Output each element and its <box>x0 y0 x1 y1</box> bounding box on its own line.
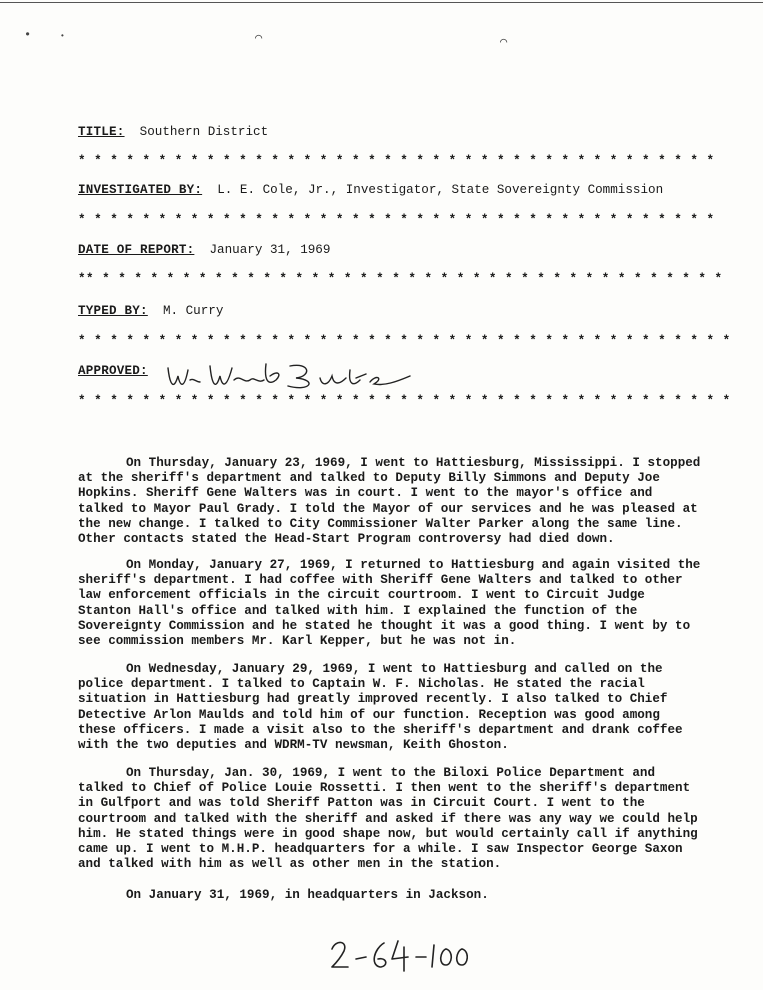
scan-speck: • <box>60 32 65 41</box>
scan-mark: ⌒ <box>500 35 508 49</box>
page-top-edge <box>0 2 763 3</box>
report-paragraph-1: On Thursday, January 23, 1969, I went to Hattiesburg, Mississippi. I stopped at the sheriff's department and talked to Deputy Billy Simmons and Deputy Joe Hopkins. Sheriff Gene Walters was in court. I went to the mayor's office and talked to Mayor Paul Grady. I told the Mayor of our services and he was pleased at the new change. I talked to City Commissioner Walter Parker along the same line. Other contacts stated the Head-Start Program controversy had died down. <box>78 456 701 547</box>
date-of-report-value: January 31, 1969 <box>209 243 331 257</box>
approval-signature <box>160 356 420 396</box>
title-value: Southern District <box>139 125 269 139</box>
separator: * * * * * * * * * * * * * * * * * * * * * * * * * * * * * * * * * * * * * * * * * <box>78 334 731 348</box>
title-label: TITLE: <box>78 125 125 139</box>
separator: ** * * * * * * * * * * * * * * * * * * * * * * * * * * * * * * * * * * * * * * * <box>78 272 723 286</box>
report-paragraph-2: On Monday, January 27, 1969, I returned to Hattiesburg and again visited the sheriff's department. I had coffee with Sheriff Gene Walters and talked to other law enforcement officials in the circuit courtroom. I went to Circuit Judge Stanton Hall's office and talked with him. I explained the function of the Sovereignty Commission and he stated he thought it was a good thing. I went by to see commission members Mr. Karl Kepper, but he was not in. <box>78 558 701 649</box>
typed-by-label: TYPED BY: <box>78 304 148 318</box>
separator: * * * * * * * * * * * * * * * * * * * * * * * * * * * * * * * * * * * * * * * * <box>78 213 715 227</box>
approved-field <box>78 364 148 378</box>
separator: * * * * * * * * * * * * * * * * * * * * * * * * * * * * * * * * * * * * * * * * * <box>78 394 731 408</box>
typed-by-field <box>78 304 223 318</box>
handwritten-file-number <box>328 935 468 975</box>
investigated-by-value: L. E. Cole, Jr., Investigator, State Sovereignty Commission <box>217 183 664 197</box>
scan-mark: ⌒ <box>255 31 263 45</box>
separator: * * * * * * * * * * * * * * * * * * * * * * * * * * * * * * * * * * * * * * * * <box>78 154 715 168</box>
typed-by-value: M. Curry <box>162 304 224 318</box>
investigated-by-label: INVESTIGATED BY: <box>78 183 203 197</box>
report-paragraph-5: On January 31, 1969, in headquarters in Jackson. <box>126 888 489 902</box>
report-paragraph-3: On Wednesday, January 29, 1969, I went to Hattiesburg and called on the police department. I talked to Captain W. F. Nicholas. He stated the racial situation in Hattiesburg had greatly improved recently. I also talked to Chief Detective Arlon Maulds and told him of our function. Reception was good among these officers. I made a visit also to the sheriff's department and drank coffee with the two deputies and WDRM-TV newsman, Keith Ghoston. <box>78 662 683 753</box>
date-of-report-label: DATE OF REPORT: <box>78 243 195 257</box>
date-of-report-field <box>78 243 330 257</box>
title-field <box>78 125 268 139</box>
report-paragraph-4: On Thursday, Jan. 30, 1969, I went to the Biloxi Police Department and talked to Chief of Police Louie Rossetti. I then went to the sheriff's department in Gulfport and was told Sheriff Patton was in Circuit Court. I went to the courtroom and talked with the sheriff and asked if there was any way we could help him. He stated things were in good shape now, but would certainly call if anything came up. I went to M.H.P. headquarters for a while. I saw Inspector George Saxon and talked with him as well as other men in the station. <box>78 766 698 872</box>
approved-label: APPROVED: <box>78 364 148 378</box>
scan-speck: • <box>24 28 32 42</box>
investigated-by-field <box>78 183 663 197</box>
